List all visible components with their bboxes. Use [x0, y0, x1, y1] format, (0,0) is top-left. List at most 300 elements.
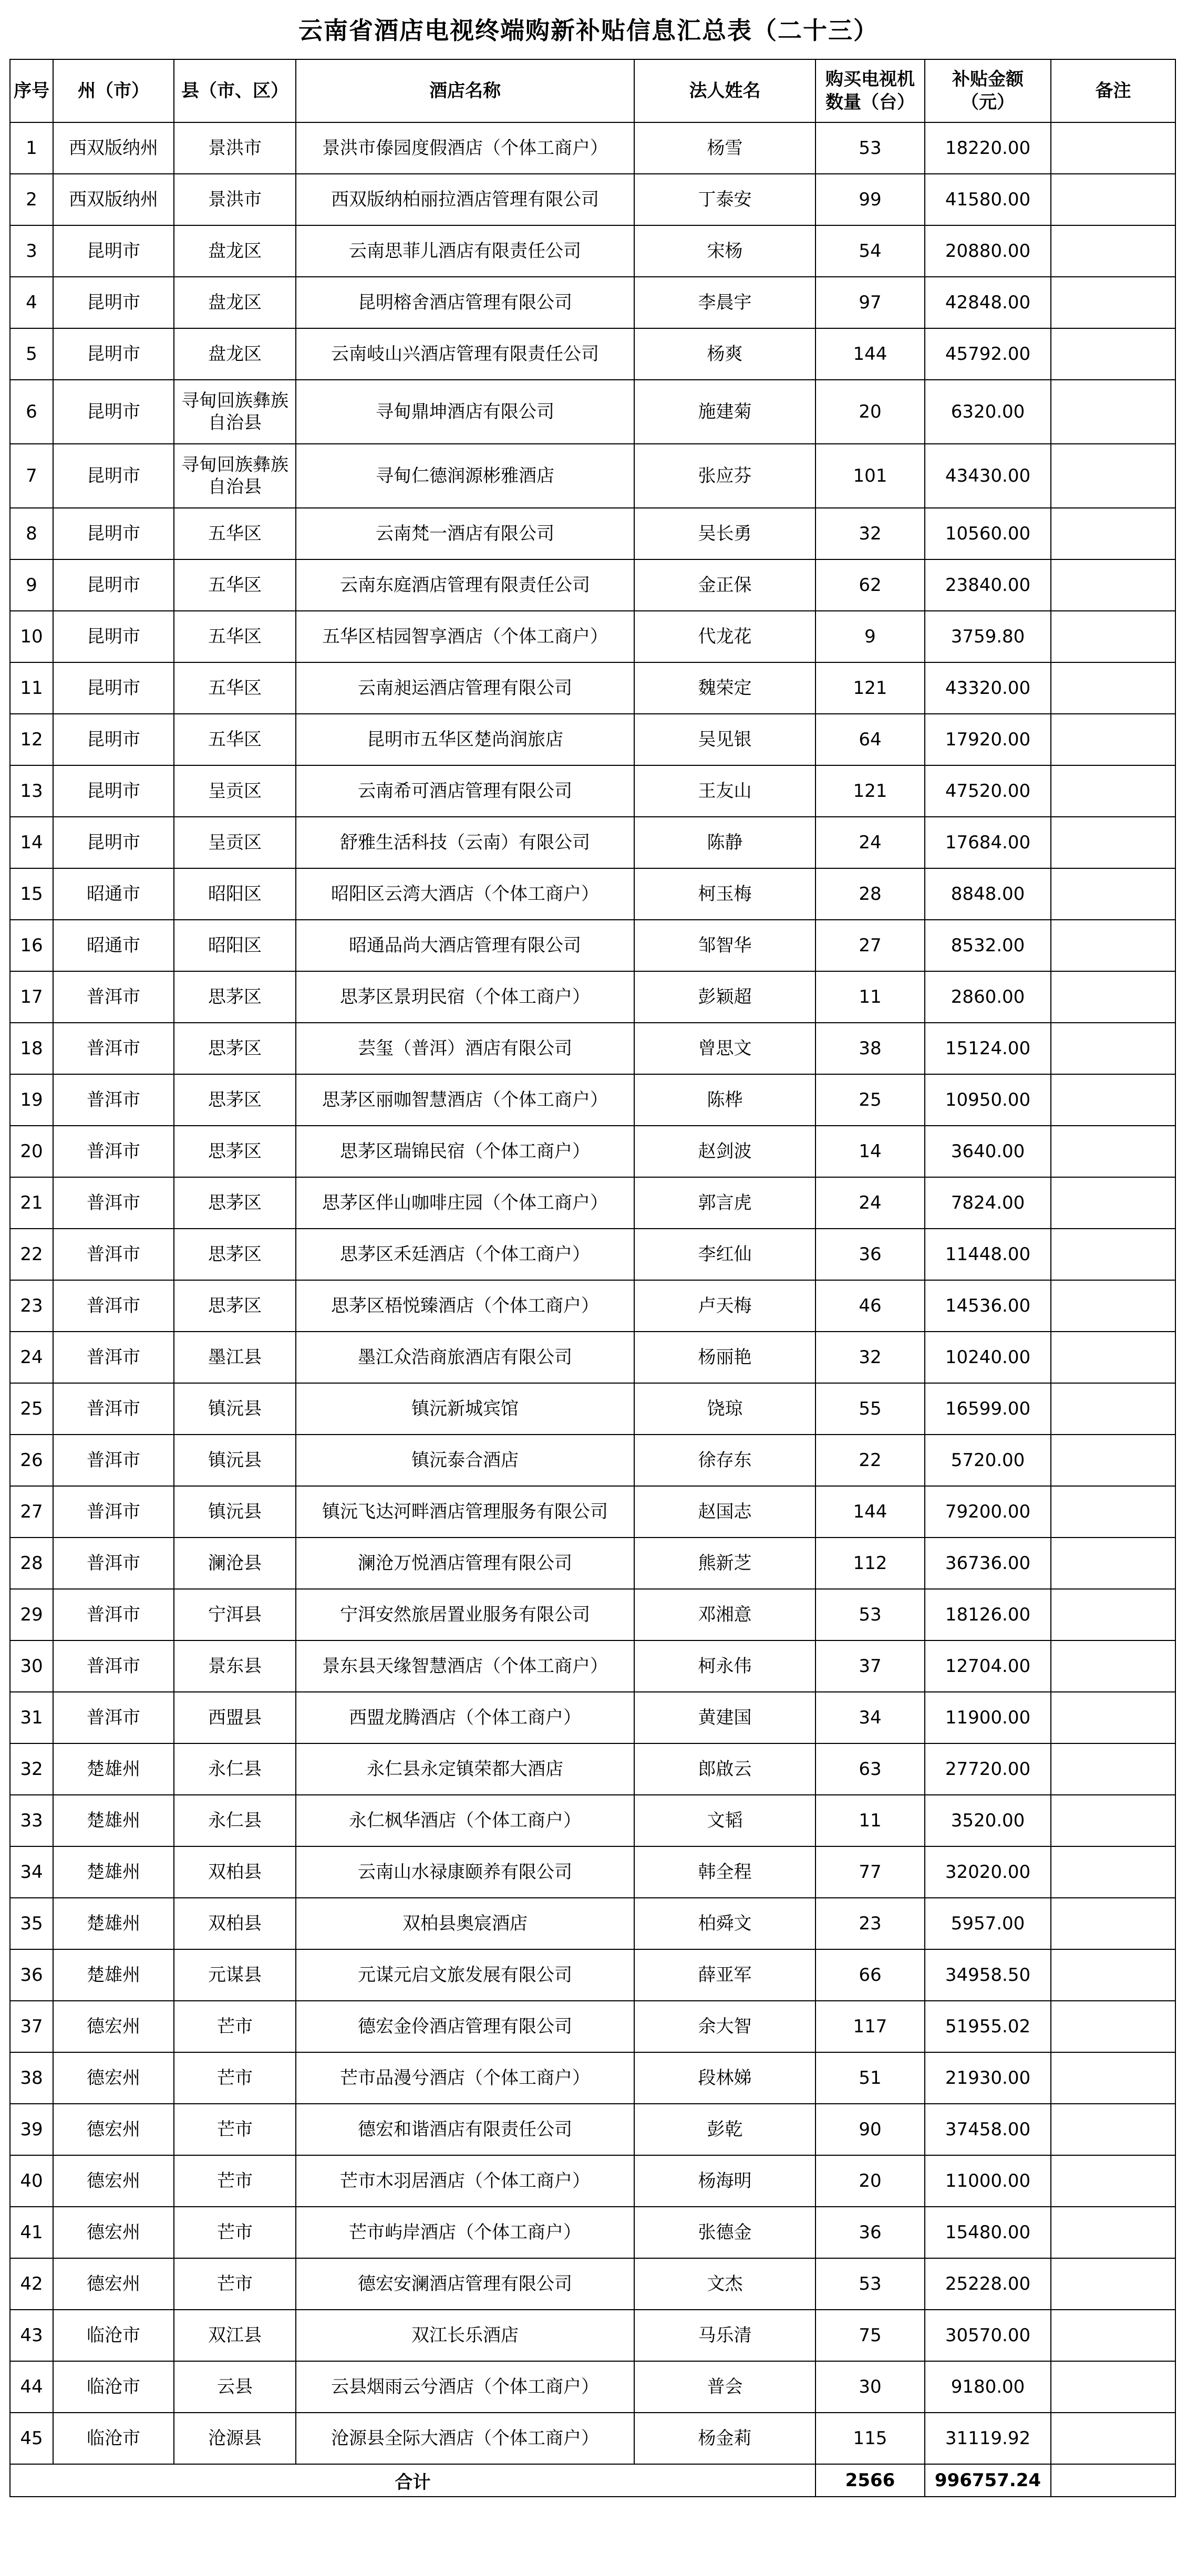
cell-hotel: 寻甸鼎坤酒店有限公司 [296, 380, 634, 444]
table-row [10, 920, 1175, 971]
cell-prefecture: 西双版纳州 [53, 174, 174, 225]
cell-amount: 11900.00 [925, 1692, 1051, 1743]
cell-county: 云县 [174, 2361, 296, 2413]
cell-person: 卢天梅 [634, 1280, 815, 1332]
table-row [10, 2310, 1175, 2361]
cell-county: 思茅区 [174, 971, 296, 1023]
cell-amount: 18220.00 [925, 122, 1051, 174]
cell-prefecture: 临沧市 [53, 2310, 174, 2361]
cell-note [1051, 380, 1175, 444]
cell-amount: 14536.00 [925, 1280, 1051, 1332]
cell-hotel: 宁洱安然旅居置业服务有限公司 [296, 1589, 634, 1640]
cell-hotel: 云南梵一酒店有限公司 [296, 508, 634, 559]
cell-note [1051, 817, 1175, 868]
cell-prefecture: 普洱市 [53, 1332, 174, 1383]
cell-hotel: 昆明市五华区楚尚润旅店 [296, 714, 634, 765]
cell-person: 柯玉梅 [634, 868, 815, 920]
header-person: 法人姓名 [634, 59, 815, 122]
cell-no: 11 [10, 662, 53, 714]
cell-county: 思茅区 [174, 1023, 296, 1074]
cell-note [1051, 1177, 1175, 1229]
cell-quantity: 11 [815, 971, 925, 1023]
cell-no: 15 [10, 868, 53, 920]
cell-county: 镇沅县 [174, 1383, 296, 1435]
cell-amount: 12704.00 [925, 1640, 1051, 1692]
cell-prefecture: 昆明市 [53, 328, 174, 380]
cell-prefecture: 楚雄州 [53, 1743, 174, 1795]
table-row [10, 1949, 1175, 2001]
cell-person: 彭颖超 [634, 971, 815, 1023]
cell-prefecture: 普洱市 [53, 1177, 174, 1229]
header-hotel: 酒店名称 [296, 59, 634, 122]
cell-amount: 41580.00 [925, 174, 1051, 225]
cell-no: 13 [10, 765, 53, 817]
cell-hotel: 云县烟雨云兮酒店（个体工商户） [296, 2361, 634, 2413]
cell-quantity: 53 [815, 2258, 925, 2310]
cell-person: 余大智 [634, 2001, 815, 2052]
cell-note [1051, 508, 1175, 559]
cell-note [1051, 174, 1175, 225]
cell-note [1051, 1640, 1175, 1692]
cell-hotel: 思茅区丽咖智慧酒店（个体工商户） [296, 1074, 634, 1126]
cell-hotel: 镇沅飞达河畔酒店管理服务有限公司 [296, 1486, 634, 1538]
table-row [10, 971, 1175, 1023]
cell-quantity: 115 [815, 2413, 925, 2464]
cell-quantity: 46 [815, 1280, 925, 1332]
cell-note [1051, 1589, 1175, 1640]
cell-county: 呈贡区 [174, 817, 296, 868]
cell-amount: 9180.00 [925, 2361, 1051, 2413]
cell-no: 16 [10, 920, 53, 971]
cell-note [1051, 2310, 1175, 2361]
cell-hotel: 西双版纳柏丽拉酒店管理有限公司 [296, 174, 634, 225]
cell-prefecture: 普洱市 [53, 1229, 174, 1280]
cell-person: 陈桦 [634, 1074, 815, 1126]
cell-prefecture: 楚雄州 [53, 1846, 174, 1898]
cell-no: 7 [10, 444, 53, 508]
cell-county: 景洪市 [174, 174, 296, 225]
cell-person: 吴长勇 [634, 508, 815, 559]
cell-no: 4 [10, 277, 53, 328]
table-row [10, 1795, 1175, 1846]
cell-no: 19 [10, 1074, 53, 1126]
table-row [10, 559, 1175, 611]
cell-quantity: 22 [815, 1435, 925, 1486]
cell-person: 邓湘意 [634, 1589, 815, 1640]
cell-county: 景东县 [174, 1640, 296, 1692]
cell-no: 33 [10, 1795, 53, 1846]
cell-hotel: 昭阳区云湾大酒店（个体工商户） [296, 868, 634, 920]
cell-quantity: 112 [815, 1538, 925, 1589]
table-body [10, 122, 1175, 2464]
cell-note [1051, 2258, 1175, 2310]
cell-county: 双江县 [174, 2310, 296, 2361]
cell-county: 思茅区 [174, 1280, 296, 1332]
cell-quantity: 55 [815, 1383, 925, 1435]
cell-no: 34 [10, 1846, 53, 1898]
header-amount-line1: 补贴金额 [952, 69, 1024, 90]
cell-amount: 15124.00 [925, 1023, 1051, 1074]
cell-prefecture: 德宏州 [53, 2001, 174, 2052]
cell-quantity: 97 [815, 277, 925, 328]
cell-prefecture: 昆明市 [53, 611, 174, 662]
cell-note [1051, 971, 1175, 1023]
cell-no: 17 [10, 971, 53, 1023]
table-row [10, 444, 1175, 508]
cell-no: 41 [10, 2207, 53, 2258]
cell-amount: 21930.00 [925, 2052, 1051, 2104]
cell-county: 寻甸回族彝族 自治县 [174, 444, 296, 508]
cell-note [1051, 1846, 1175, 1898]
cell-no: 36 [10, 1949, 53, 2001]
cell-quantity: 20 [815, 380, 925, 444]
cell-county: 盘龙区 [174, 277, 296, 328]
cell-person: 赵国志 [634, 1486, 815, 1538]
cell-hotel: 景东县天缘智慧酒店（个体工商户） [296, 1640, 634, 1692]
cell-amount: 11000.00 [925, 2155, 1051, 2207]
cell-no: 32 [10, 1743, 53, 1795]
table-row [10, 225, 1175, 277]
cell-county: 思茅区 [174, 1229, 296, 1280]
cell-quantity: 36 [815, 1229, 925, 1280]
cell-quantity: 32 [815, 1332, 925, 1383]
table-row [10, 2001, 1175, 2052]
cell-quantity: 32 [815, 508, 925, 559]
cell-amount: 20880.00 [925, 225, 1051, 277]
table-row [10, 380, 1175, 444]
cell-prefecture: 楚雄州 [53, 1949, 174, 2001]
cell-prefecture: 普洱市 [53, 1538, 174, 1589]
cell-hotel: 思茅区梧悦臻酒店（个体工商户） [296, 1280, 634, 1332]
cell-person: 魏荣定 [634, 662, 815, 714]
table-row [10, 662, 1175, 714]
table-row [10, 1280, 1175, 1332]
cell-no: 38 [10, 2052, 53, 2104]
cell-prefecture: 普洱市 [53, 1486, 174, 1538]
table-row [10, 277, 1175, 328]
cell-prefecture: 昆明市 [53, 765, 174, 817]
cell-note [1051, 714, 1175, 765]
table-row [10, 765, 1175, 817]
cell-no: 22 [10, 1229, 53, 1280]
cell-hotel: 芒市品漫兮酒店（个体工商户） [296, 2052, 634, 2104]
cell-prefecture: 昆明市 [53, 508, 174, 559]
table-row [10, 1332, 1175, 1383]
cell-person: 李晨宇 [634, 277, 815, 328]
cell-hotel: 元谋元启文旅发展有限公司 [296, 1949, 634, 2001]
cell-note [1051, 444, 1175, 508]
cell-no: 30 [10, 1640, 53, 1692]
cell-county: 思茅区 [174, 1074, 296, 1126]
total-amount: 996757.24 [925, 2464, 1051, 2497]
cell-hotel: 永仁枫华酒店（个体工商户） [296, 1795, 634, 1846]
cell-amount: 8848.00 [925, 868, 1051, 920]
table-row [10, 1846, 1175, 1898]
cell-prefecture: 昭通市 [53, 868, 174, 920]
cell-amount: 30570.00 [925, 2310, 1051, 2361]
cell-person: 文杰 [634, 2258, 815, 2310]
cell-quantity: 9 [815, 611, 925, 662]
cell-prefecture: 普洱市 [53, 1280, 174, 1332]
cell-county: 镇沅县 [174, 1486, 296, 1538]
cell-person: 柏舜文 [634, 1898, 815, 1949]
cell-hotel: 昭通品尚大酒店管理有限公司 [296, 920, 634, 971]
table-row [10, 2052, 1175, 2104]
cell-county: 五华区 [174, 559, 296, 611]
cell-person: 段林娣 [634, 2052, 815, 2104]
cell-amount: 5720.00 [925, 1435, 1051, 1486]
cell-person: 饶琼 [634, 1383, 815, 1435]
cell-county: 芒市 [174, 2207, 296, 2258]
cell-note [1051, 1692, 1175, 1743]
cell-note [1051, 277, 1175, 328]
cell-quantity: 121 [815, 662, 925, 714]
cell-hotel: 沧源县全际大酒店（个体工商户） [296, 2413, 634, 2464]
cell-quantity: 77 [815, 1846, 925, 1898]
cell-person: 宋杨 [634, 225, 815, 277]
cell-county: 盘龙区 [174, 225, 296, 277]
cell-county: 镇沅县 [174, 1435, 296, 1486]
cell-county: 宁洱县 [174, 1589, 296, 1640]
cell-quantity: 144 [815, 328, 925, 380]
cell-prefecture: 普洱市 [53, 1435, 174, 1486]
cell-person: 杨金莉 [634, 2413, 815, 2464]
cell-person: 郎啟云 [634, 1743, 815, 1795]
cell-hotel: 云南岐山兴酒店管理有限责任公司 [296, 328, 634, 380]
cell-prefecture: 昆明市 [53, 380, 174, 444]
table-row [10, 2361, 1175, 2413]
cell-quantity: 54 [815, 225, 925, 277]
cell-quantity: 117 [815, 2001, 925, 2052]
cell-note [1051, 225, 1175, 277]
cell-quantity: 101 [815, 444, 925, 508]
cell-county: 盘龙区 [174, 328, 296, 380]
cell-county: 寻甸回族彝族 自治县 [174, 380, 296, 444]
cell-note [1051, 559, 1175, 611]
cell-quantity: 90 [815, 2104, 925, 2155]
cell-hotel: 昆明榕舍酒店管理有限公司 [296, 277, 634, 328]
cell-note [1051, 662, 1175, 714]
header-amount [925, 59, 1051, 122]
cell-note [1051, 1126, 1175, 1177]
cell-quantity: 63 [815, 1743, 925, 1795]
cell-county: 双柏县 [174, 1846, 296, 1898]
cell-note [1051, 2001, 1175, 2052]
cell-no: 9 [10, 559, 53, 611]
cell-quantity: 64 [815, 714, 925, 765]
cell-hotel: 思茅区禾廷酒店（个体工商户） [296, 1229, 634, 1280]
cell-no: 29 [10, 1589, 53, 1640]
cell-person: 丁泰安 [634, 174, 815, 225]
cell-hotel: 德宏和谐酒店有限责任公司 [296, 2104, 634, 2155]
cell-amount: 32020.00 [925, 1846, 1051, 1898]
cell-person: 代龙花 [634, 611, 815, 662]
cell-quantity: 144 [815, 1486, 925, 1538]
cell-note [1051, 611, 1175, 662]
cell-county: 五华区 [174, 508, 296, 559]
cell-note [1051, 1949, 1175, 2001]
cell-note [1051, 122, 1175, 174]
cell-hotel: 德宏金伶酒店管理有限公司 [296, 2001, 634, 2052]
cell-county: 双柏县 [174, 1898, 296, 1949]
cell-no: 31 [10, 1692, 53, 1743]
cell-prefecture: 德宏州 [53, 2052, 174, 2104]
cell-prefecture: 昆明市 [53, 559, 174, 611]
cell-county: 西盟县 [174, 1692, 296, 1743]
cell-quantity: 14 [815, 1126, 925, 1177]
cell-county: 芒市 [174, 2258, 296, 2310]
cell-prefecture: 普洱市 [53, 1074, 174, 1126]
cell-prefecture: 昆明市 [53, 444, 174, 508]
cell-prefecture: 昭通市 [53, 920, 174, 971]
table-row [10, 2207, 1175, 2258]
cell-quantity: 75 [815, 2310, 925, 2361]
table-row [10, 611, 1175, 662]
cell-note [1051, 2052, 1175, 2104]
cell-amount: 17684.00 [925, 817, 1051, 868]
cell-county: 永仁县 [174, 1743, 296, 1795]
table-row [10, 1074, 1175, 1126]
cell-county: 澜沧县 [174, 1538, 296, 1589]
cell-no: 5 [10, 328, 53, 380]
table-row [10, 1435, 1175, 1486]
cell-hotel: 镇沅新城宾馆 [296, 1383, 634, 1435]
cell-prefecture: 德宏州 [53, 2207, 174, 2258]
total-quantity: 2566 [815, 2464, 925, 2497]
cell-quantity: 53 [815, 1589, 925, 1640]
header-quantity [815, 59, 925, 122]
cell-amount: 47520.00 [925, 765, 1051, 817]
table-row [10, 2104, 1175, 2155]
table-row [10, 1640, 1175, 1692]
header-quantity-line1: 购买电视机 [825, 69, 915, 90]
cell-county: 昭阳区 [174, 920, 296, 971]
cell-note [1051, 1280, 1175, 1332]
cell-no: 43 [10, 2310, 53, 2361]
table-row [10, 328, 1175, 380]
cell-quantity: 36 [815, 2207, 925, 2258]
cell-hotel: 德宏安澜酒店管理有限公司 [296, 2258, 634, 2310]
cell-prefecture: 普洱市 [53, 1383, 174, 1435]
table-row [10, 1383, 1175, 1435]
cell-note [1051, 920, 1175, 971]
header-note: 备注 [1051, 59, 1175, 122]
cell-person: 施建菊 [634, 380, 815, 444]
cell-county: 思茅区 [174, 1177, 296, 1229]
cell-hotel: 镇沅泰合酒店 [296, 1435, 634, 1486]
table-row [10, 1023, 1175, 1074]
cell-person: 黄建国 [634, 1692, 815, 1743]
table-row [10, 2258, 1175, 2310]
cell-person: 金正保 [634, 559, 815, 611]
table-header [10, 59, 1175, 122]
cell-amount: 43430.00 [925, 444, 1051, 508]
cell-no: 10 [10, 611, 53, 662]
cell-person: 普会 [634, 2361, 815, 2413]
cell-quantity: 11 [815, 1795, 925, 1846]
cell-prefecture: 昆明市 [53, 662, 174, 714]
cell-county: 五华区 [174, 714, 296, 765]
cell-hotel: 舒雅生活科技（云南）有限公司 [296, 817, 634, 868]
cell-amount: 79200.00 [925, 1486, 1051, 1538]
table-row [10, 817, 1175, 868]
table-row [10, 1538, 1175, 1589]
cell-note [1051, 1435, 1175, 1486]
cell-amount: 2860.00 [925, 971, 1051, 1023]
cell-prefecture: 普洱市 [53, 971, 174, 1023]
cell-quantity: 66 [815, 1949, 925, 2001]
cell-person: 文韬 [634, 1795, 815, 1846]
cell-hotel: 云南东庭酒店管理有限责任公司 [296, 559, 634, 611]
cell-hotel: 寻甸仁德润源彬雅酒店 [296, 444, 634, 508]
table-row [10, 508, 1175, 559]
cell-prefecture: 西双版纳州 [53, 122, 174, 174]
cell-amount: 5957.00 [925, 1898, 1051, 1949]
cell-prefecture: 昆明市 [53, 225, 174, 277]
cell-no: 12 [10, 714, 53, 765]
cell-quantity: 38 [815, 1023, 925, 1074]
cell-no: 8 [10, 508, 53, 559]
cell-quantity: 27 [815, 920, 925, 971]
table-row [10, 1743, 1175, 1795]
cell-no: 40 [10, 2155, 53, 2207]
cell-prefecture: 临沧市 [53, 2361, 174, 2413]
cell-hotel: 云南思菲儿酒店有限责任公司 [296, 225, 634, 277]
table-row [10, 122, 1175, 174]
table-row [10, 174, 1175, 225]
cell-no: 26 [10, 1435, 53, 1486]
cell-hotel: 景洪市傣园度假酒店（个体工商户） [296, 122, 634, 174]
subsidy-table [9, 59, 1176, 2497]
cell-note [1051, 1795, 1175, 1846]
cell-person: 徐存东 [634, 1435, 815, 1486]
cell-county: 芒市 [174, 2052, 296, 2104]
table-row [10, 1177, 1175, 1229]
table-footer [10, 2464, 1175, 2497]
table-row [10, 1898, 1175, 1949]
cell-quantity: 25 [815, 1074, 925, 1126]
cell-person: 杨海明 [634, 2155, 815, 2207]
cell-quantity: 24 [815, 817, 925, 868]
cell-person: 张应芬 [634, 444, 815, 508]
cell-quantity: 121 [815, 765, 925, 817]
cell-hotel: 西盟龙腾酒店（个体工商户） [296, 1692, 634, 1743]
cell-county: 景洪市 [174, 122, 296, 174]
cell-person: 赵剑波 [634, 1126, 815, 1177]
cell-no: 6 [10, 380, 53, 444]
cell-hotel: 云南昶运酒店管理有限公司 [296, 662, 634, 714]
cell-note [1051, 1229, 1175, 1280]
cell-hotel: 永仁县永定镇荣都大酒店 [296, 1743, 634, 1795]
cell-note [1051, 765, 1175, 817]
cell-amount: 51955.02 [925, 2001, 1051, 2052]
cell-person: 薛亚军 [634, 1949, 815, 2001]
header-prefecture: 州（市） [53, 59, 174, 122]
cell-person: 杨雪 [634, 122, 815, 174]
header-quantity-line2: 数量（台） [825, 92, 915, 113]
cell-note [1051, 1898, 1175, 1949]
cell-county: 墨江县 [174, 1332, 296, 1383]
cell-person: 邹智华 [634, 920, 815, 971]
cell-prefecture: 普洱市 [53, 1692, 174, 1743]
table-row [10, 1126, 1175, 1177]
cell-quantity: 99 [815, 174, 925, 225]
cell-amount: 34958.50 [925, 1949, 1051, 2001]
cell-no: 44 [10, 2361, 53, 2413]
cell-hotel: 思茅区瑞锦民宿（个体工商户） [296, 1126, 634, 1177]
cell-hotel: 双柏县奥宸酒店 [296, 1898, 634, 1949]
cell-person: 柯永伟 [634, 1640, 815, 1692]
